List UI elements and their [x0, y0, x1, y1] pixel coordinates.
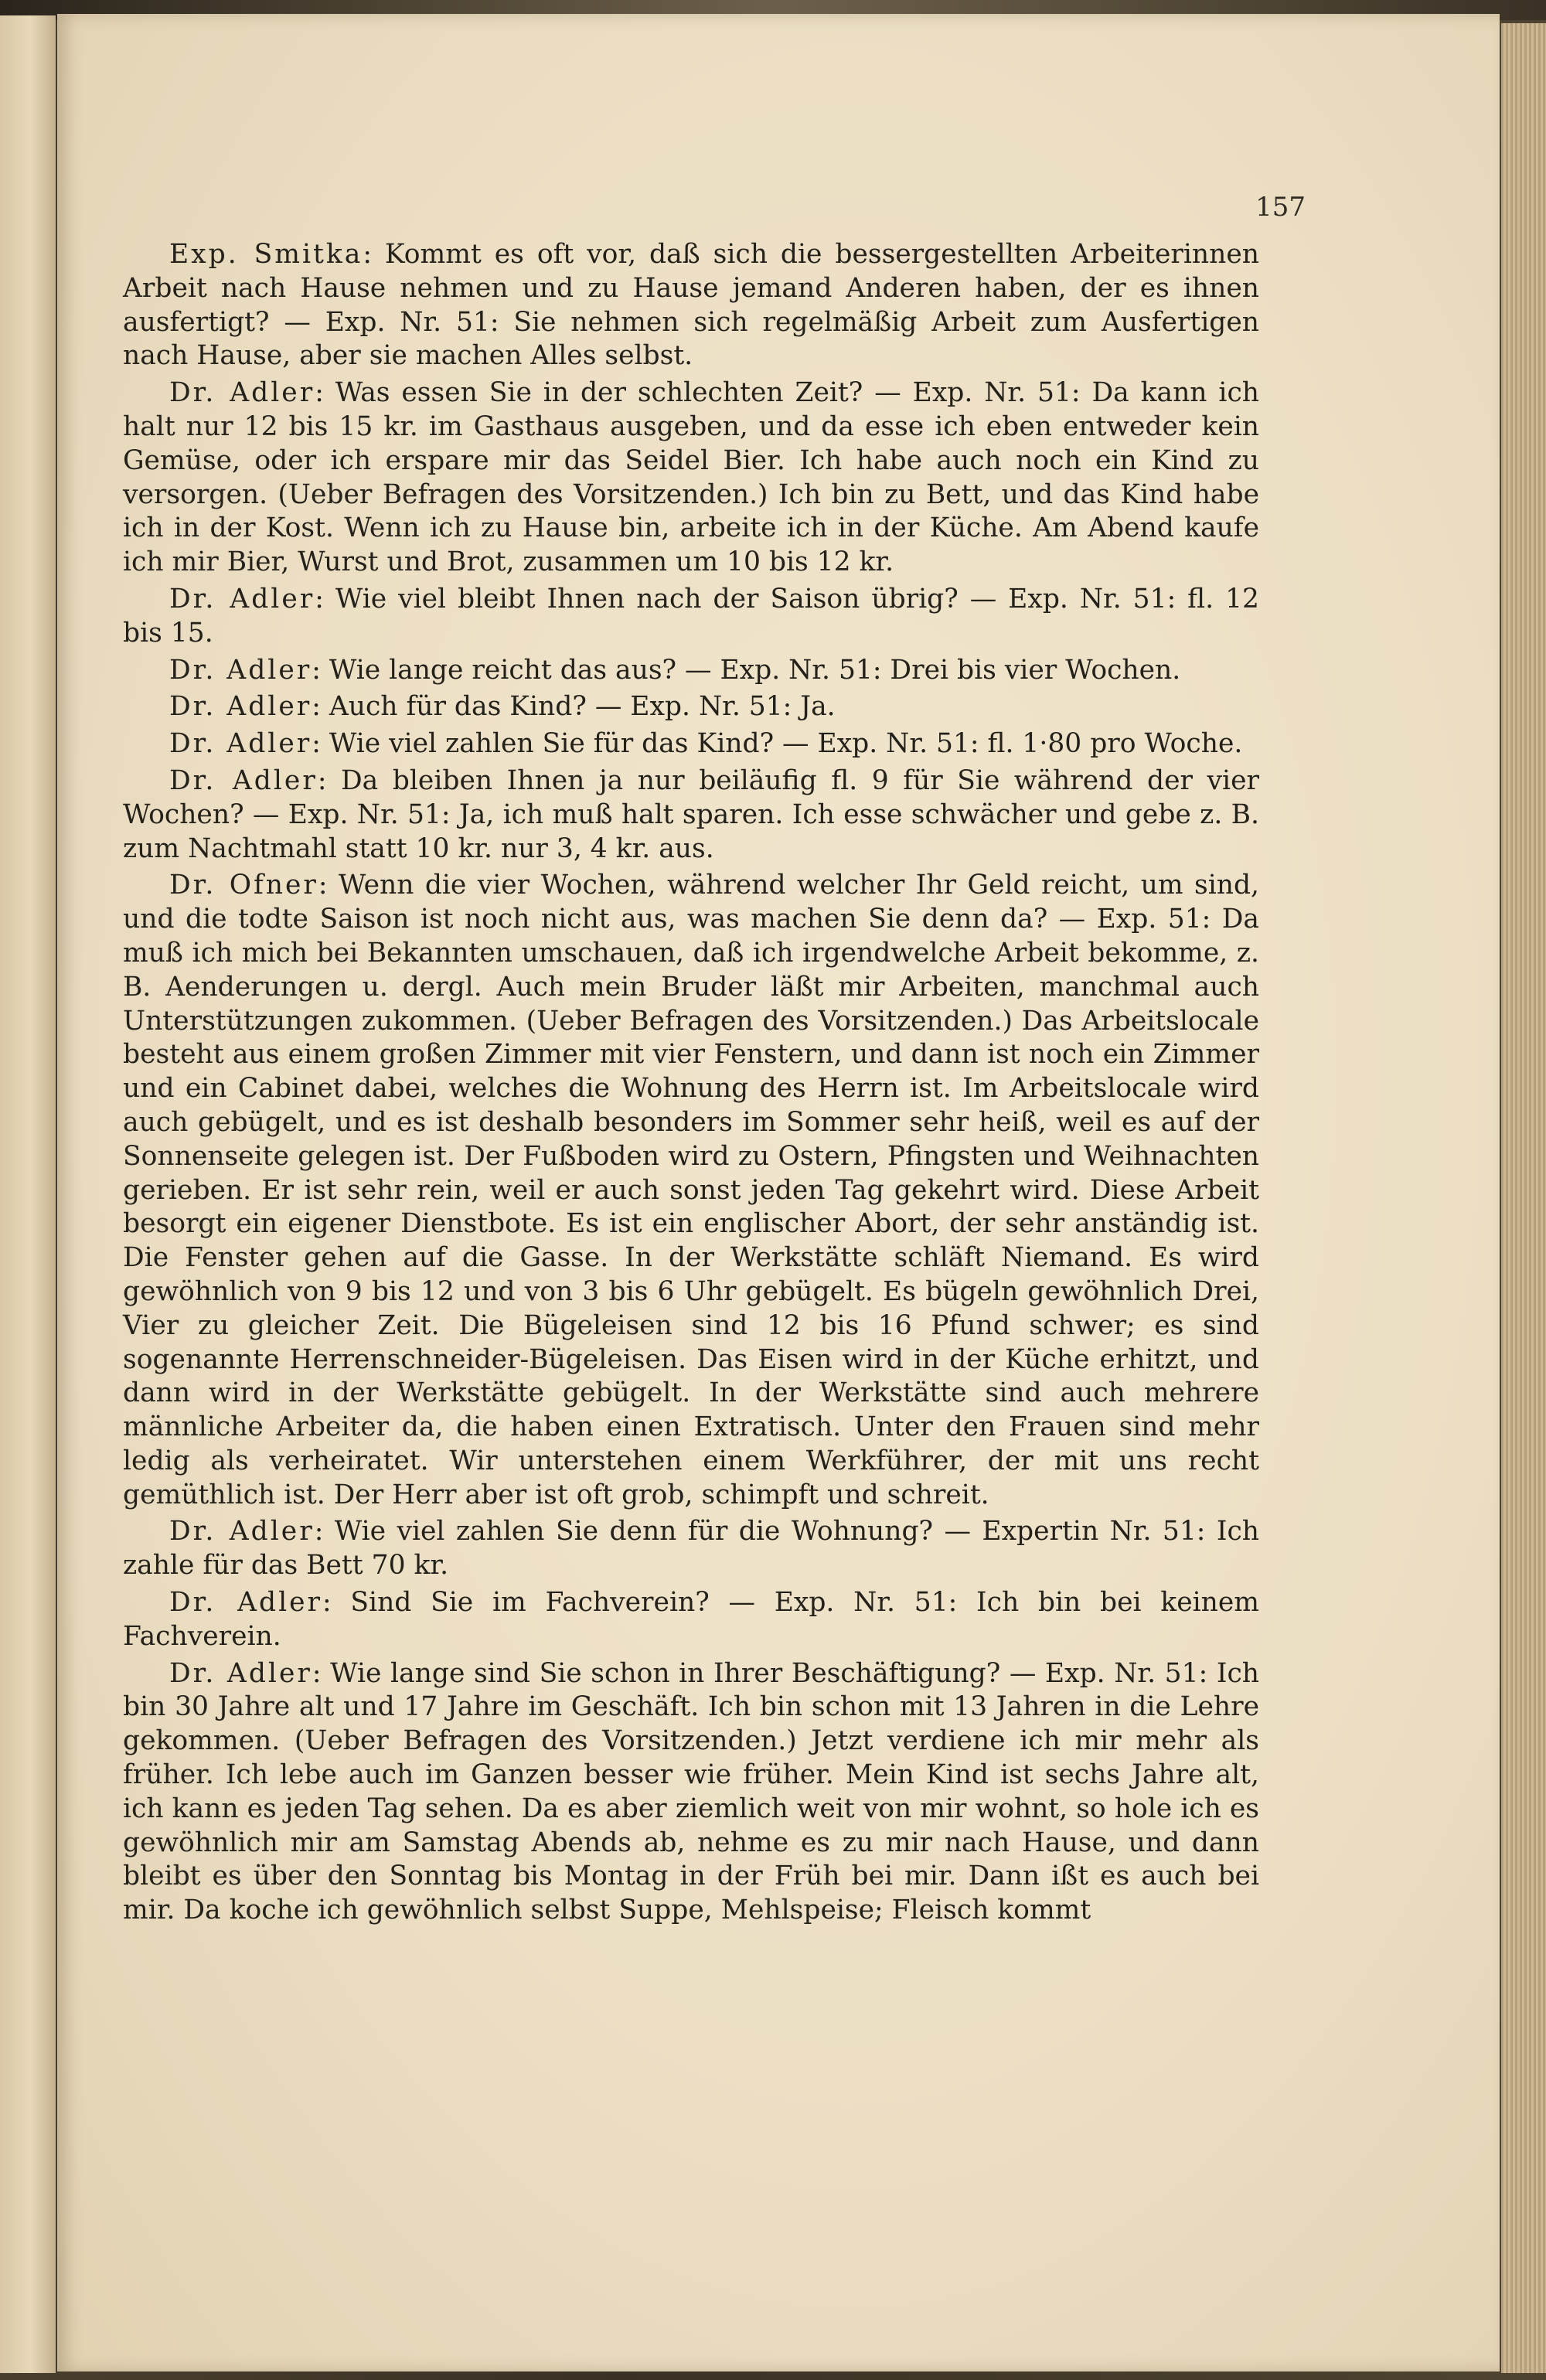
- speaker-name: Dr. Adler: [169, 1587, 323, 1619]
- paragraph: [123, 376, 1259, 580]
- paragraph-text: : Wenn die vier Wochen, während welcher Ihr Geld reicht, um sind, und die todte Saison ist noch nicht aus, was machen Sie denn da? — Exp. 51: Da muß ich mich bei Bekannten umschauen, daß ich irgendwelche Arbeit bekomme, z. B. Aenderungen u. dergl. Auch mein Bruder läßt mir Arbeiten, manchmal auch Unterstützungen zukommen. (Ueber Befragen des Vorsitzenden.) Das Arbeitslocale besteht aus einem großen Zimmer mit vier Fenstern, und dann ist noch ein Zimmer und ein Cabinet dabei, welches die Wohnung des Herrn ist. Im Arbeitslocale wird auch gebügelt, und es ist deshalb besonders im Sommer sehr heiß, weil es auf der Sonnenseite gelegen ist. Der Fußboden wird zu Ostern, Pfingsten und Weihnachten gerieben. Er ist sehr rein, weil er auch sonst jeden Tag gekehrt wird. Diese Arbeit besorgt ein eigener Dienstbote. Es ist ein englischer Abort, der sehr anständig ist. Die Fenster gehen auf die Gasse. In der Werkstätte schläft Niemand. Es wird gewöhnlich von 9 bis 12 und von 3 bis 6 Uhr gebügelt. Es bügeln gewöhnlich Drei, Vier zu gleicher Zeit. Die Bügeleisen sind 12 bis 16 Pfund schwer; es sind sogenannte Herrenschneider-Bügeleisen. Das Eisen wird in der Küche erhitzt, und dann wird in der Werkstätte gebügelt. In der Werkstätte sind auch mehrere männliche Arbeiter da, die haben einen Extratisch. Unter den Frauen sind mehr ledig als verheiratet. Wir unterstehen einem Werkführer, der mit uns recht gemüthlich ist. Der Herr aber ist oft grob, schimpft und schreit.: [123, 870, 1259, 1510]
- speaker-name: Dr. Adler: [169, 1657, 312, 1689]
- speaker-name: Dr. Adler: [169, 1516, 315, 1548]
- paragraph-text: : Kommt es oft vor, daß sich die bessergestellten Arbeiterinnen Arbeit nach Hause nehmen und zu Hause jemand Anderen haben, der es ihnen ausfertigt? — Exp. Nr. 51: Sie nehmen sich regelmäßig Arbeit zum Ausfertigen nach Hause, aber sie machen Alles selbst.: [123, 239, 1259, 372]
- page-body: [123, 238, 1259, 1928]
- paragraph: [123, 1586, 1259, 1654]
- speaker-name: Dr. Adler: [169, 764, 318, 796]
- left-page-edge: [0, 15, 56, 2373]
- page-stack-edge: [1501, 23, 1546, 2373]
- paragraph: [123, 238, 1259, 373]
- paragraph: [123, 764, 1259, 866]
- speaker-name: Dr. Adler: [169, 377, 315, 409]
- speaker-name: Dr. Adler: [169, 654, 312, 686]
- paragraph-text: : Sind Sie im Fachverein? — Exp. Nr. 51: Ich bin bei keinem Fachverein.: [123, 1587, 1260, 1652]
- paragraph-text: : Wie lange sind Sie schon in Ihrer Beschäftigung? — Exp. Nr. 51: Ich bin 30 Jahre alt und 17 Jahre im Geschäft. Ich bin schon mit 13 Jahren in die Lehre gekommen. (Ueber Befragen des Vorsitzenden.) Jetzt verdiene ich mir mehr als früher. Ich lebe auch im Ganzen besser wie früher. Mein Kind ist sechs Jahre alt, ich kann es jeden Tag sehen. Da es aber ziemlich weit von mir wohnt, so hole ich es gewöhnlich mir am Samstag Abends ab, nehme es zu mir nach Hause, und dann bleibt es über den Sonntag bis Montag in der Früh bei mir. Dann ißt es auch bei mir. Da koche ich gewöhnlich selbst Suppe, Mehlspeise; Fleisch kommt: [123, 1657, 1259, 1926]
- speaker-name: Dr. Adler: [169, 583, 315, 615]
- paragraph-text: : Wie viel zahlen Sie denn für die Wohnung? — Expertin Nr. 51: Ich zahle für das Bett 70 kr.: [123, 1516, 1259, 1582]
- page-number: 157: [1255, 192, 1306, 223]
- speaker-name: Dr. Ofner: [169, 870, 318, 901]
- paragraph-text: : Auch für das Kind? — Exp. Nr. 51: Ja.: [312, 691, 836, 723]
- speaker-name: Dr. Adler: [169, 728, 312, 760]
- paragraph-text: : Was essen Sie in der schlechten Zeit? — Exp. Nr. 51: Da kann ich halt nur 12 bis 15 kr. im Gasthaus ausgeben, und da esse ich eben entweder kein Gemüse, oder ich erspare mir das Seidel Bier. Ich habe auch noch ein Kind zu versorgen. (Ueber Befragen des Vorsitzenden.) Ich bin zu Bett, und das Kind habe ich in der Kost. Wenn ich zu Hause bin, arbeite ich in der Küche. Am Abend kaufe ich mir Bier, Wurst und Brot, zusammen um 10 bis 12 kr.: [123, 377, 1260, 578]
- paragraph: [123, 690, 1259, 724]
- paragraph: [123, 654, 1259, 688]
- speaker-name: Dr. Adler: [169, 691, 312, 723]
- paragraph: [123, 1515, 1259, 1583]
- book-page: [57, 14, 1500, 2371]
- speaker-name: Exp. Smitka: [169, 239, 363, 270]
- paragraph-text: : Wie viel bleibt Ihnen nach der Saison übrig? — Exp. Nr. 51: fl. 12 bis 15.: [123, 583, 1259, 649]
- paragraph-text: : Wie viel zahlen Sie für das Kind? — Exp. Nr. 51: fl. 1·80 pro Woche.: [312, 728, 1243, 760]
- paragraph: [123, 727, 1259, 761]
- paragraph: [123, 869, 1259, 1512]
- paragraph: [123, 1657, 1259, 1928]
- paragraph: [123, 583, 1259, 651]
- paragraph-text: : Da bleiben Ihnen ja nur beiläufig fl. 9 für Sie während der vier Wochen? — Exp. Nr. 51: Ja, ich muß halt sparen. Ich esse schwächer und gebe z. B. zum Nachtmahl statt 10 kr. nur 3, 4 kr. aus.: [123, 764, 1259, 864]
- paragraph-text: : Wie lange reicht das aus? — Exp. Nr. 51: Drei bis vier Wochen.: [312, 654, 1181, 686]
